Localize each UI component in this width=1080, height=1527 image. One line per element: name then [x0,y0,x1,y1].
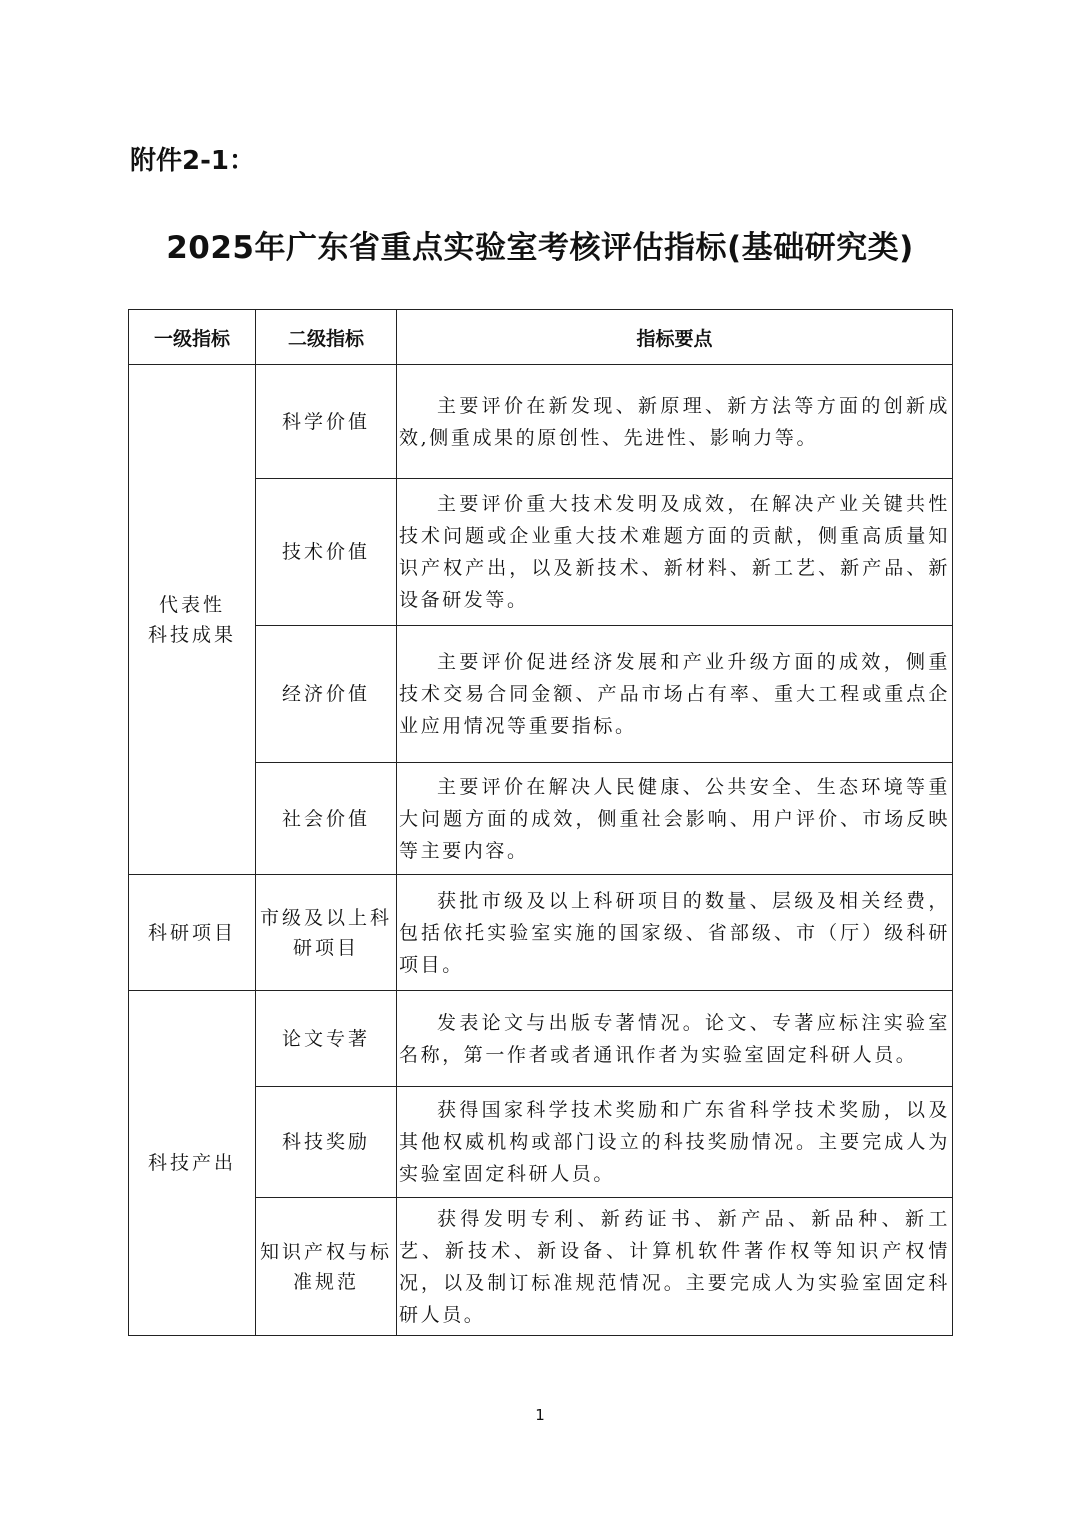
points-cell: 主要评价在新发现、新原理、新方法等方面的创新成效,侧重成果的原创性、先进性、影响力等。 [397,365,953,479]
level1-cell [129,875,256,991]
level1-line: 科研项目 [147,921,236,944]
level2-line: 经济价值 [281,683,370,705]
points-cell: 发表论文与出版专著情况。论文、专著应标注实验室名称，第一作者或者通讯作者为实验室固定科研人员。 [397,991,953,1087]
table-row [129,365,953,479]
document-title: 2025年广东省重点实验室考核评估指标(基础研究类) [166,230,914,266]
table-header-row [129,310,953,365]
level2-line: 市级及以上科 [259,906,392,929]
attachment-label: 附件2-1： [130,146,255,176]
points-cell: 获得发明专利、新药证书、新产品、新品种、新工艺、新技术、新设备、计算机软件著作权等知识产权情况，以及制订标准规范情况。主要完成人为实验室固定科研人员。 [397,1198,953,1336]
level2-line: 论文专著 [281,1027,370,1050]
level2-line: 知识产权与标 [259,1240,392,1263]
level2-cell [256,1087,397,1198]
level2-line: 科学价值 [281,410,370,433]
level2-line: 研项目 [292,936,359,959]
points-cell: 获批市级及以上科研项目的数量、层级及相关经费，包括依托实验室实施的国家级、省部级、市（厅）级科研项目。 [397,875,953,991]
level2-cell [256,479,397,626]
page-number: 1 [535,1406,545,1424]
level1-line: 代表性 [158,593,225,616]
header-level2: 二级指标 [256,310,397,365]
level1-line: 科技产出 [147,1152,236,1174]
points-cell: 获得国家科学技术奖励和广东省科学技术奖励，以及其他权威机构或部门设立的科技奖励情况。主要完成人为实验室固定科研人员。 [397,1087,953,1198]
level1-line: 科技成果 [147,623,236,646]
points-cell: 主要评价重大技术发明及成效，在解决产业关键共性技术问题或企业重大技术难题方面的贡献，侧重高质量知识产权产出，以及新技术、新材料、新工艺、新产品、新设备研发等。 [397,479,953,626]
table-row [129,991,953,1087]
criteria-table [128,309,953,1336]
level2-line: 社会价值 [281,807,370,830]
level1-cell [129,991,256,1336]
level2-line: 准规范 [292,1270,359,1293]
points-cell: 主要评价在解决人民健康、公共安全、生态环境等重大问题方面的成效，侧重社会影响、用户评价、市场反映等主要内容。 [397,763,953,875]
level2-cell [256,365,397,479]
level2-cell [256,991,397,1087]
points-cell: 主要评价促进经济发展和产业升级方面的成效，侧重技术交易合同金额、产品市场占有率、重大工程或重点企业应用情况等重要指标。 [397,626,953,763]
level2-cell [256,875,397,991]
level2-line: 技术价值 [281,541,370,563]
table-row [129,875,953,991]
header-points: 指标要点 [397,310,953,365]
level2-cell [256,1198,397,1336]
header-level1: 一级指标 [129,310,256,365]
level2-line: 科技奖励 [281,1131,370,1153]
level1-cell [129,365,256,875]
level2-cell [256,763,397,875]
level2-cell [256,626,397,763]
